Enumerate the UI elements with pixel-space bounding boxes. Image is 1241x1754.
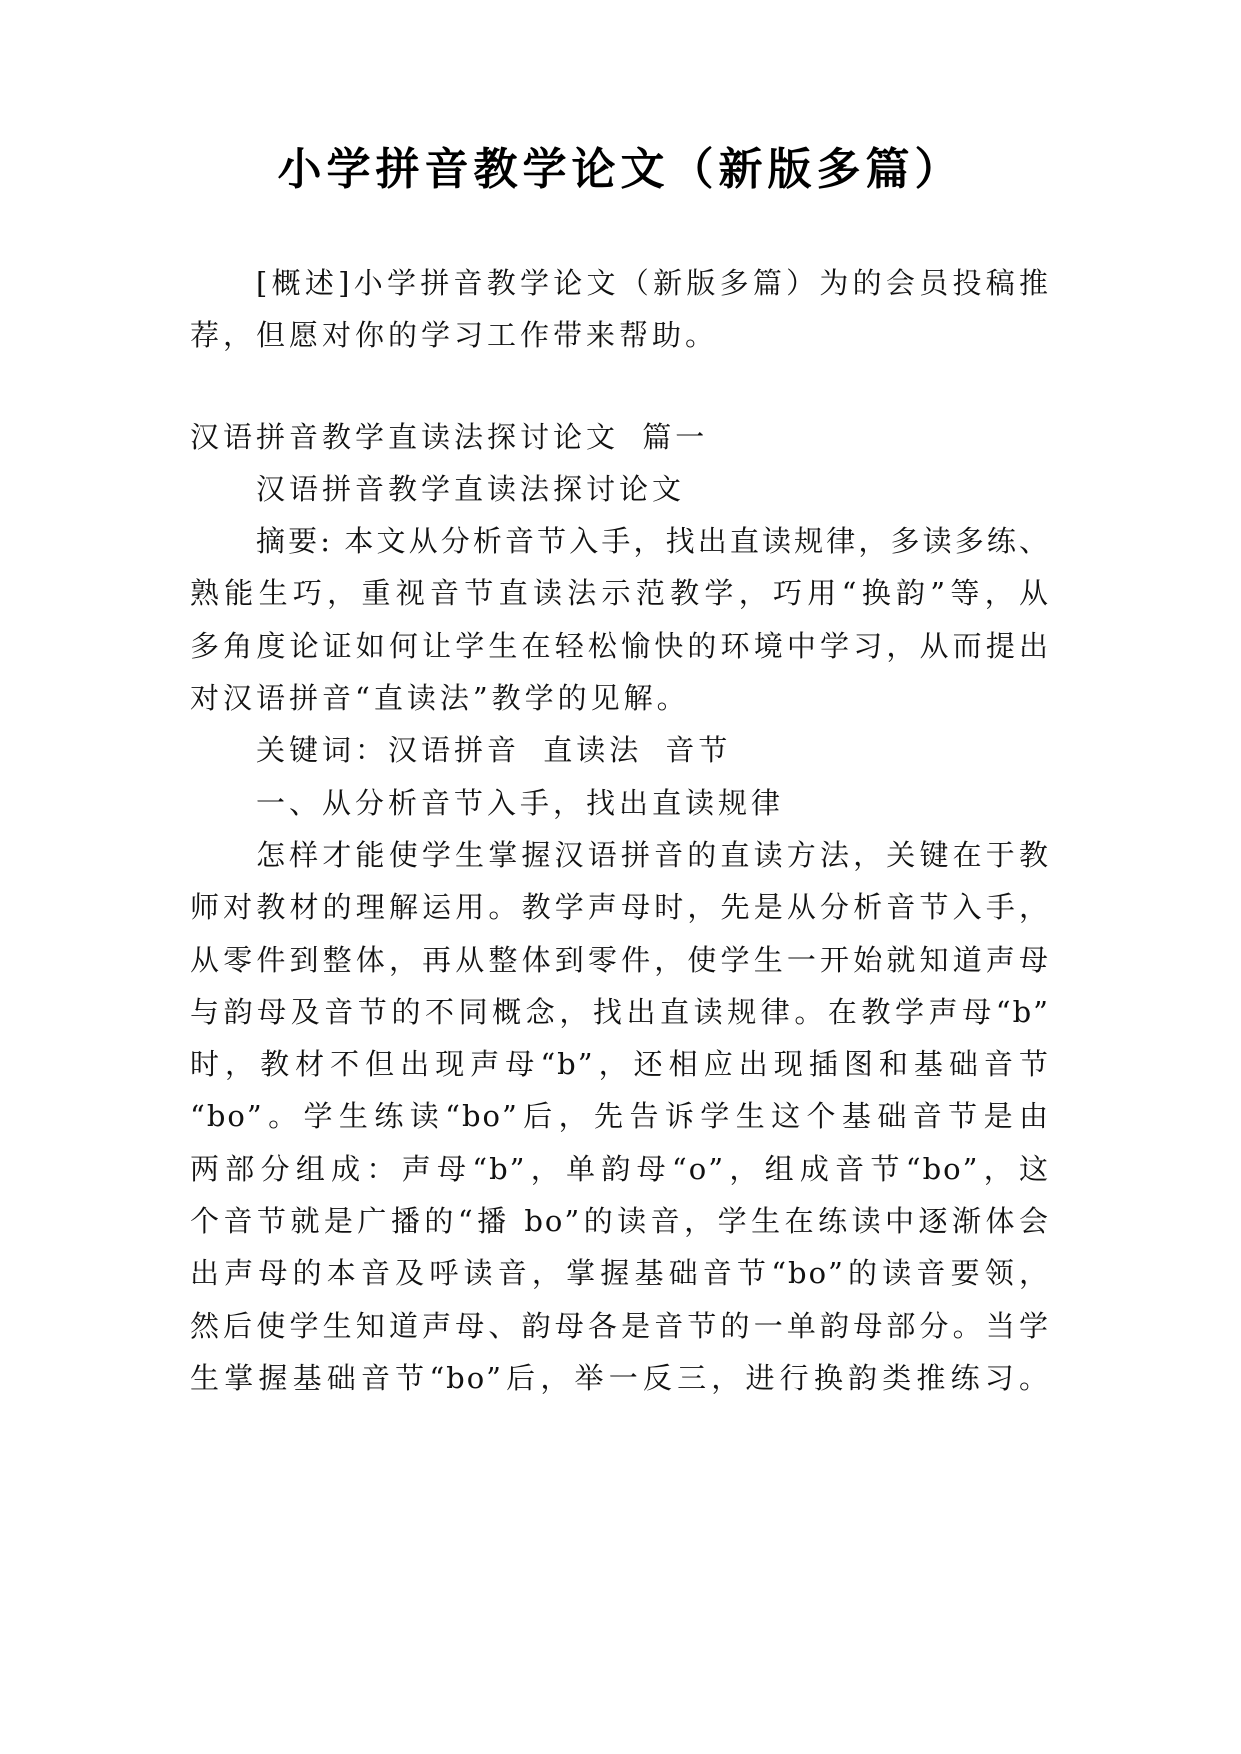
section-heading: 汉语拼音教学直读法探讨论文 篇一 — [190, 419, 709, 454]
article-title: 汉语拼音教学直读法探讨论文 — [256, 471, 686, 506]
overview-line: 荐，但愿对你的学习工作带来帮助。 — [190, 318, 719, 353]
abstract-line: 摘要: 本文从分析音节入手，找出直读规律，多读多练、 — [256, 524, 1050, 559]
body-line: 两部分组成：声母“b”，单韵母“o”，组成音节“bo”，这 — [190, 1151, 1050, 1186]
body-line: 怎样才能使学生掌握汉语拼音的直读方法，关键在于教 — [256, 837, 1050, 872]
abstract-paragraph — [190, 515, 1050, 724]
keywords-line: 关键词：汉语拼音 直读法 音节 — [256, 733, 732, 768]
body-line: 个音节就是广播的“播 bo”的读音，学生在练读中逐渐体会 — [190, 1204, 1050, 1239]
abstract-line: 对汉语拼音“直读法”教学的见解。 — [190, 681, 690, 716]
article-section — [190, 411, 1050, 1405]
subheading: 一、从分析音节入手，找出直读规律 — [256, 785, 785, 820]
overview-line: [概述]小学拼音教学论文（新版多篇）为的会员投稿推 — [256, 266, 1050, 300]
body-line: 生掌握基础音节“bo”后，举一反三，进行换韵类推练习。 — [190, 1360, 1050, 1395]
body-line: 与韵母及音节的不同概念，找出直读规律。在教学声母“b” — [190, 994, 1050, 1029]
body-line: “bo”。学生练读“bo”后，先告诉学生这个基础音节是由 — [190, 1099, 1050, 1134]
body-line: 从零件到整体，再从整体到零件，使学生一开始就知道声母 — [190, 942, 1050, 977]
abstract-line: 熟能生巧，重视音节直读法示范教学，巧用“换韵”等，从 — [190, 576, 1050, 611]
body-paragraph — [190, 829, 1050, 1404]
body-line: 师对教材的理解运用。教学声母时，先是从分析音节入手， — [190, 890, 1050, 925]
abstract-line: 多角度论证如何让学生在轻松愉快的环境中学习，从而提出 — [190, 628, 1050, 663]
document-body — [190, 257, 1050, 1404]
body-line: 时，教材不但出现声母“b”，还相应出现插图和基础音节 — [190, 1047, 1050, 1082]
body-line: 然后使学生知道声母、韵母各是音节的一单韵母部分。当学 — [190, 1308, 1050, 1343]
overview-paragraph — [190, 257, 1050, 362]
body-line: 出声母的本音及呼读音，掌握基础音节“bo”的读音要领， — [190, 1256, 1050, 1291]
document-title: 小学拼音教学论文（新版多篇） — [277, 144, 964, 195]
